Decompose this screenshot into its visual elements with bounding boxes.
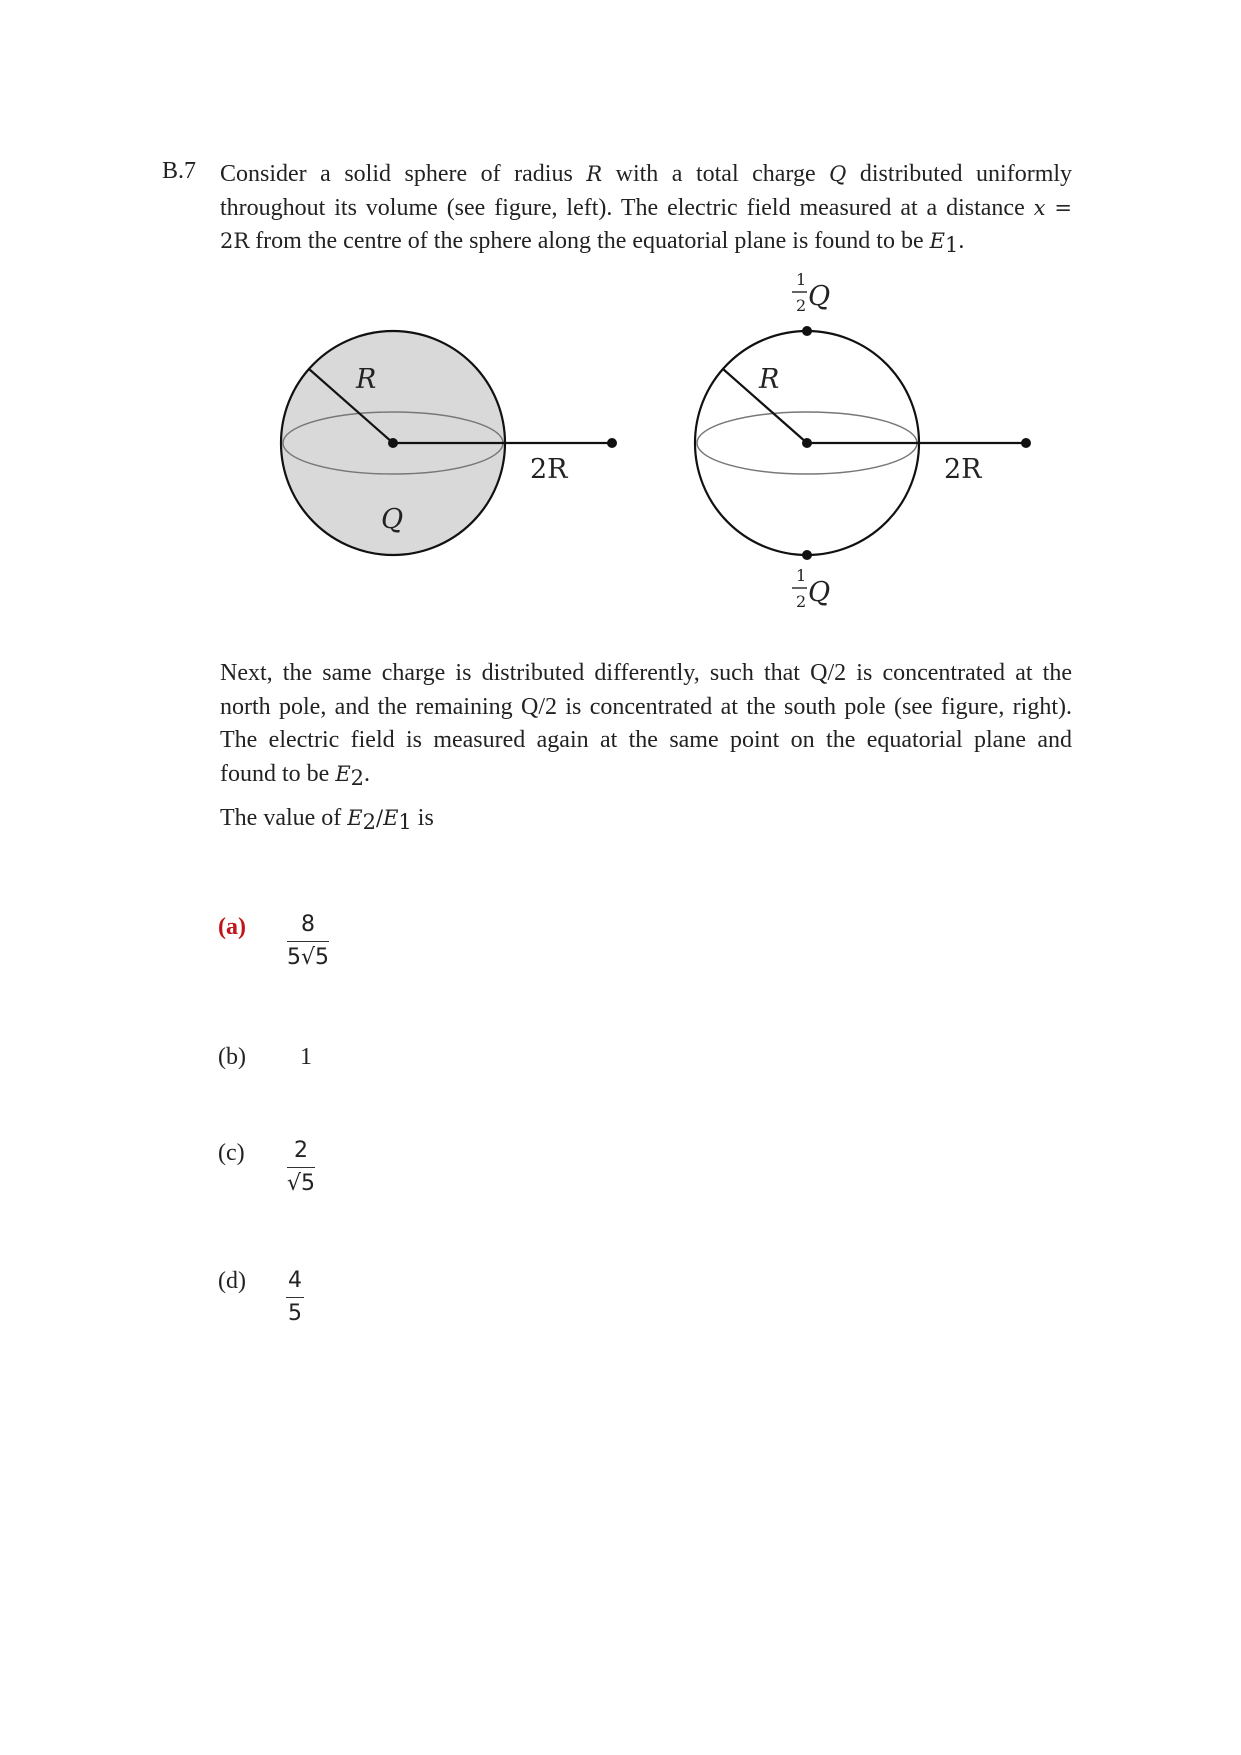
south-pole-charge — [802, 550, 812, 560]
question-number: B.7 — [162, 158, 197, 184]
option-c-label[interactable]: (c) — [218, 1140, 245, 1166]
north-charge-den: 2 — [796, 296, 807, 315]
left-field-point — [607, 438, 617, 448]
right-distance-label: 2R — [944, 454, 982, 485]
south-charge-den: 2 — [796, 592, 807, 611]
north-charge-num: 1 — [796, 270, 807, 289]
option-a-fraction[interactable] — [287, 912, 329, 970]
pole-charges-diagram — [695, 270, 1031, 611]
second-line-2: north pole, and the remaining Q/2 is concentrated at the south pole (see figure, right). — [220, 693, 1072, 720]
option-b-value[interactable]: 1 — [300, 1044, 312, 1070]
south-charge-symbol: Q — [808, 577, 831, 608]
option-d-numerator: 4 — [288, 1268, 302, 1293]
option-b-label[interactable]: (b) — [218, 1044, 246, 1070]
second-line-4: found to be $E_2$. — [220, 760, 371, 790]
second-line-3: The electric field is measured again at the same point on the equatorial plane and — [220, 727, 1072, 753]
question-prompt: The value of $E_2/E_1$ is — [220, 805, 434, 834]
question-second-paragraph — [220, 657, 1072, 791]
option-d-label[interactable]: (d) — [218, 1268, 246, 1294]
left-center-dot — [388, 438, 398, 448]
left-distance-label: 2R — [530, 454, 568, 485]
intro-line-2: throughout its volume (see figure, left). The electric field measured at a distance x = — [220, 194, 1073, 221]
solid-sphere-diagram — [281, 331, 617, 555]
option-c-denominator: √5 — [287, 1171, 316, 1196]
sphere-figure — [0, 0, 1241, 640]
south-charge-num: 1 — [796, 566, 807, 585]
left-charge-label: Q — [381, 504, 404, 535]
option-a-denominator: 5√5 — [287, 945, 330, 970]
north-charge-symbol: Q — [808, 281, 831, 312]
option-d-fraction[interactable] — [286, 1268, 304, 1326]
north-pole-charge — [802, 326, 812, 336]
right-center-dot — [802, 438, 812, 448]
option-a-numerator: 8 — [301, 912, 315, 937]
right-radius-label: R — [759, 364, 780, 395]
option-d-denominator: 5 — [288, 1301, 302, 1326]
second-line-1: Next, the same charge is distributed differently, such that Q/2 is concentrated at the — [220, 660, 1072, 686]
option-c-numerator: 2 — [294, 1138, 308, 1163]
intro-line-1: Consider a solid sphere of radius R with a total charge Q distributed uniformly — [220, 161, 1073, 187]
option-a-label[interactable]: (a) — [218, 914, 246, 940]
option-c-fraction[interactable] — [287, 1138, 315, 1196]
right-field-point — [1021, 438, 1031, 448]
intro-line-3: 2R from the centre of the sphere along the equatorial plane is found to be $E_1$. — [220, 228, 965, 257]
left-radius-label: R — [356, 364, 377, 395]
